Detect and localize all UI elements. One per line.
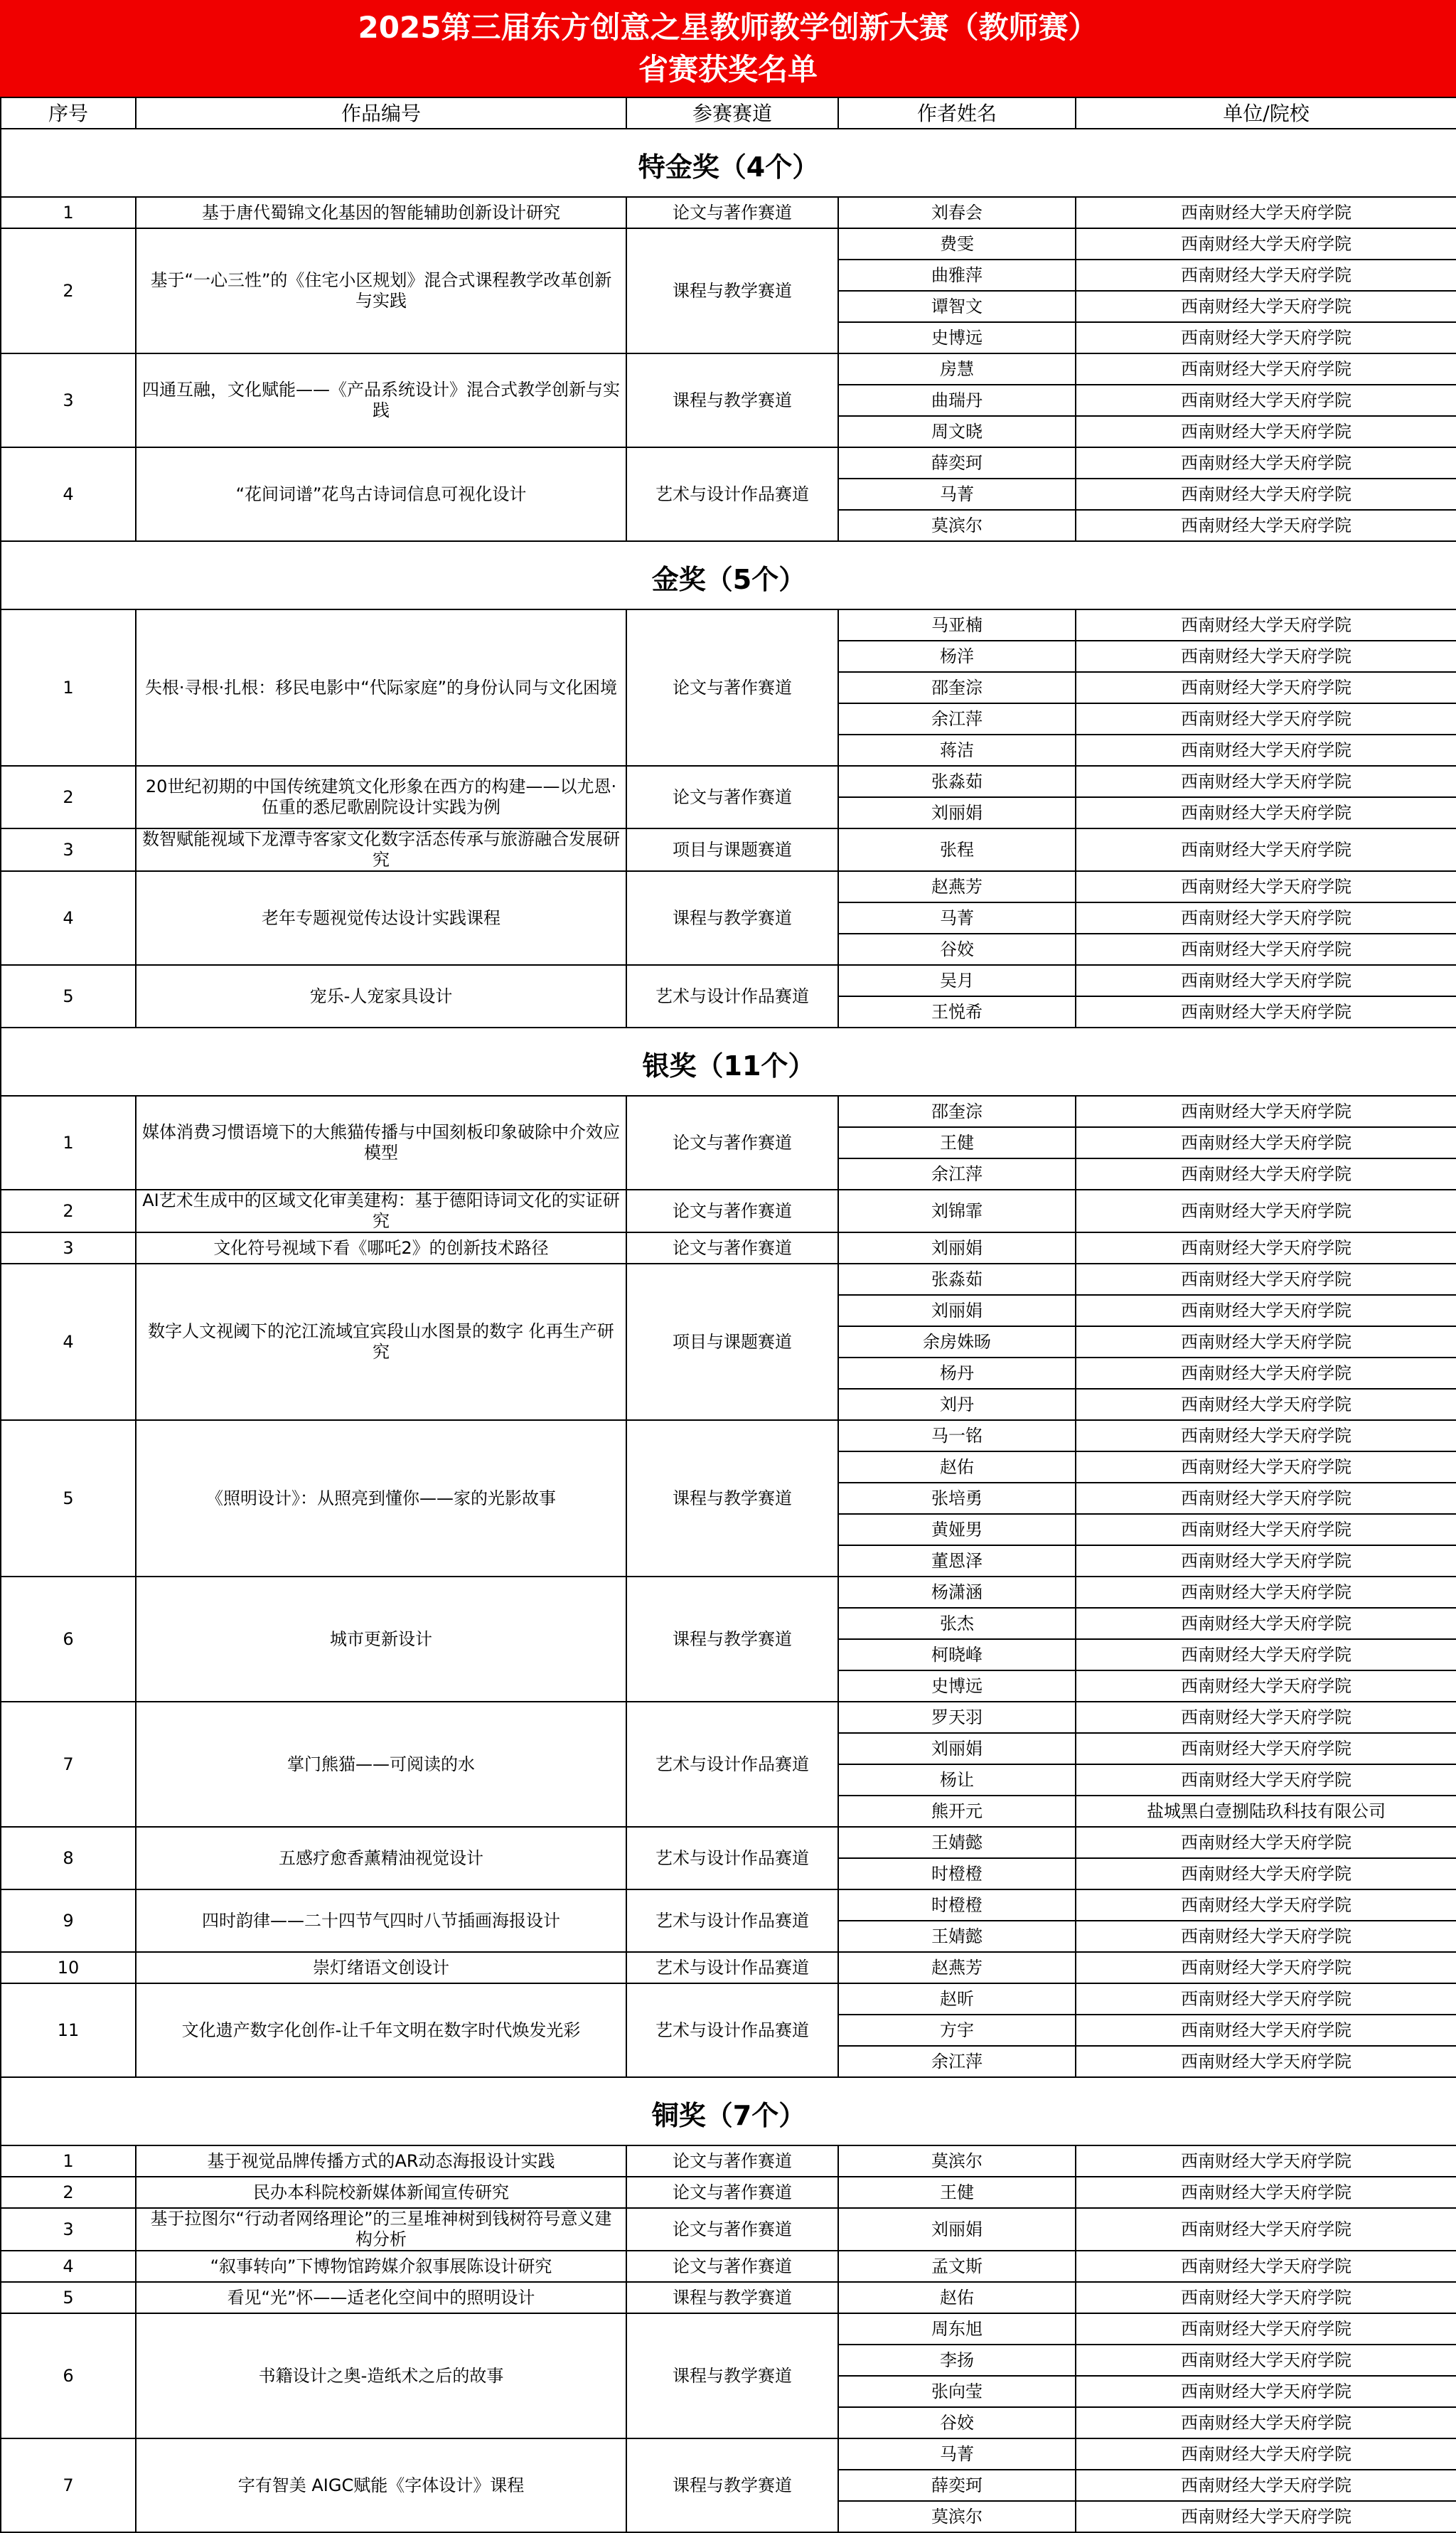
author-name: 赵燕芳 <box>838 1952 1076 1983</box>
author-name: 张培勇 <box>838 1483 1076 1514</box>
author-name: 时橙橙 <box>838 1889 1076 1921</box>
document-title: 2025第三届东方创意之星教师教学创新大赛（教师赛） <box>358 10 1098 45</box>
author-org: 西南财经大学天府学院 <box>1076 735 1456 766</box>
entry-number: 5 <box>1 2282 136 2313</box>
entry-title: 媒体消费习惯语境下的大熊猫传播与中国刻板印象破除中介效应模型 <box>136 1096 626 1190</box>
author-org: 西南财经大学天府学院 <box>1076 353 1456 385</box>
author-name: 时橙橙 <box>838 1858 1076 1889</box>
author-name: 房慧 <box>838 353 1076 385</box>
entry-number: 11 <box>1 1983 136 2077</box>
author-org: 西南财经大学天府学院 <box>1076 1952 1456 1983</box>
author-org: 西南财经大学天府学院 <box>1076 1232 1456 1264</box>
table-row <box>1 228 1456 260</box>
author-org: 西南财经大学天府学院 <box>1076 1158 1456 1190</box>
author-name: 杨让 <box>838 1764 1076 1796</box>
entry-number: 1 <box>1 1096 136 1190</box>
author-org: 西南财经大学天府学院 <box>1076 291 1456 322</box>
author-name: 柯晓峰 <box>838 1639 1076 1670</box>
author-org: 西南财经大学天府学院 <box>1076 385 1456 416</box>
entry-title: 老年专题视觉传达设计实践课程 <box>136 871 626 965</box>
author-org: 西南财经大学天府学院 <box>1076 672 1456 703</box>
author-org: 西南财经大学天府学院 <box>1076 1451 1456 1483</box>
header-org: 单位/院校 <box>1076 97 1456 129</box>
author-org: 西南财经大学天府学院 <box>1076 1670 1456 1702</box>
entry-title: 《照明设计》：从照亮到懂你——家的光影故事 <box>136 1420 626 1577</box>
author-name: 马亚楠 <box>838 609 1076 641</box>
entry-number: 2 <box>1 2177 136 2208</box>
author-org: 西南财经大学天府学院 <box>1076 1358 1456 1389</box>
entry-track: 论文与著作赛道 <box>626 609 838 766</box>
entry-number: 5 <box>1 965 136 1028</box>
header-author: 作者姓名 <box>838 97 1076 129</box>
entry-number: 7 <box>1 2438 136 2532</box>
entry-number: 4 <box>1 447 136 541</box>
entry-title: 数字人文视阈下的沱江流域宜宾段山水图景的数字 化再生产研究 <box>136 1264 626 1420</box>
author-name: 史博远 <box>838 1670 1076 1702</box>
author-name: 曲瑞丹 <box>838 385 1076 416</box>
entry-track: 艺术与设计作品赛道 <box>626 1952 838 1983</box>
table-row <box>1 447 1456 479</box>
entry-title: “叙事转向”下博物馆跨媒介叙事展陈设计研究 <box>136 2251 626 2282</box>
author-org: 西南财经大学天府学院 <box>1076 1483 1456 1514</box>
entry-number: 1 <box>1 609 136 766</box>
entry-number: 4 <box>1 1264 136 1420</box>
entry-number: 4 <box>1 871 136 965</box>
author-name: 董恩泽 <box>838 1545 1076 1577</box>
author-name: 李扬 <box>838 2345 1076 2376</box>
entry-number: 3 <box>1 1232 136 1264</box>
author-org: 西南财经大学天府学院 <box>1076 766 1456 797</box>
author-name: 黄娅男 <box>838 1514 1076 1545</box>
table-row <box>1 2313 1456 2345</box>
table-row <box>1 2438 1456 2470</box>
author-org: 西南财经大学天府学院 <box>1076 1190 1456 1232</box>
author-name: 赵燕芳 <box>838 871 1076 902</box>
author-org: 西南财经大学天府学院 <box>1076 2046 1456 2077</box>
entry-title: 文化符号视域下看《哪吒2》的创新技术路径 <box>136 1232 626 1264</box>
entry-title: 数智赋能视域下龙潭寺客家文化数字活态传承与旅游融合发展研究 <box>136 828 626 871</box>
table-row <box>1 1264 1456 1295</box>
author-name: 张程 <box>838 828 1076 871</box>
author-org: 西南财经大学天府学院 <box>1076 1764 1456 1796</box>
entry-number: 2 <box>1 766 136 828</box>
author-name: 王健 <box>838 1127 1076 1158</box>
author-name: 王婧懿 <box>838 1921 1076 1952</box>
author-name: 张淼茹 <box>838 1264 1076 1295</box>
header-track: 参赛赛道 <box>626 97 838 129</box>
author-org: 西南财经大学天府学院 <box>1076 2177 1456 2208</box>
author-org: 盐城黑白壹捌陆玖科技有限公司 <box>1076 1796 1456 1827</box>
author-org: 西南财经大学天府学院 <box>1076 2376 1456 2407</box>
table-row <box>1 1420 1456 1451</box>
entry-title: 字有智美 AIGC赋能《字体设计》课程 <box>136 2438 626 2532</box>
author-name: 罗天羽 <box>838 1702 1076 1733</box>
table-row <box>1 1577 1456 1608</box>
entry-number: 4 <box>1 2251 136 2282</box>
author-name: 马一铭 <box>838 1420 1076 1451</box>
entry-track: 论文与著作赛道 <box>626 2145 838 2177</box>
author-org: 西南财经大学天府学院 <box>1076 1639 1456 1670</box>
author-name: 马菁 <box>838 479 1076 510</box>
section-heading-row <box>1 2077 1456 2145</box>
table-row <box>1 2177 1456 2208</box>
author-org: 西南财经大学天府学院 <box>1076 934 1456 965</box>
entry-number: 3 <box>1 2208 136 2251</box>
author-org: 西南财经大学天府学院 <box>1076 703 1456 735</box>
table-row <box>1 871 1456 902</box>
entry-track: 论文与著作赛道 <box>626 1096 838 1190</box>
table-row <box>1 1889 1456 1921</box>
author-org: 西南财经大学天府学院 <box>1076 510 1456 541</box>
author-org: 西南财经大学天府学院 <box>1076 197 1456 228</box>
entry-number: 9 <box>1 1889 136 1952</box>
author-org: 西南财经大学天府学院 <box>1076 1326 1456 1358</box>
author-org: 西南财经大学天府学院 <box>1076 1545 1456 1577</box>
entry-track: 课程与教学赛道 <box>626 2438 838 2532</box>
author-org: 西南财经大学天府学院 <box>1076 1389 1456 1420</box>
entry-title: 20世纪初期的中国传统建筑文化形象在西方的构建——以尤恩·伍重的悉尼歌剧院设计实践为例 <box>136 766 626 828</box>
author-org: 西南财经大学天府学院 <box>1076 2282 1456 2313</box>
author-org: 西南财经大学天府学院 <box>1076 965 1456 996</box>
author-org: 西南财经大学天府学院 <box>1076 228 1456 260</box>
author-org: 西南财经大学天府学院 <box>1076 1921 1456 1952</box>
table-row <box>1 2145 1456 2177</box>
entry-track: 艺术与设计作品赛道 <box>626 1983 838 2077</box>
author-org: 西南财经大学天府学院 <box>1076 2145 1456 2177</box>
table-header-row <box>1 97 1456 129</box>
table-row <box>1 2282 1456 2313</box>
table-row <box>1 353 1456 385</box>
author-name: 莫滨尔 <box>838 2501 1076 2532</box>
author-name: 刘丹 <box>838 1389 1076 1420</box>
entry-title: 四通互融，文化赋能——《产品系统设计》混合式教学创新与实践 <box>136 353 626 447</box>
author-org: 西南财经大学天府学院 <box>1076 1264 1456 1295</box>
entry-track: 课程与教学赛道 <box>626 353 838 447</box>
author-name: 杨潇涵 <box>838 1577 1076 1608</box>
table-row <box>1 1952 1456 1983</box>
table-row <box>1 1232 1456 1264</box>
entry-number: 6 <box>1 2313 136 2438</box>
entry-title: 基于唐代蜀锦文化基因的智能辅助创新设计研究 <box>136 197 626 228</box>
author-name: 蒋洁 <box>838 735 1076 766</box>
header-no: 序号 <box>1 97 136 129</box>
author-name: 张淼茹 <box>838 766 1076 797</box>
entry-number: 3 <box>1 353 136 447</box>
entry-number: 1 <box>1 2145 136 2177</box>
entry-track: 论文与著作赛道 <box>626 2251 838 2282</box>
author-name: 周文晓 <box>838 416 1076 447</box>
author-name: 刘丽娟 <box>838 1232 1076 1264</box>
entry-number: 3 <box>1 828 136 871</box>
entry-track: 艺术与设计作品赛道 <box>626 965 838 1028</box>
entry-title: 基于“一心三性”的《住宅小区规划》混合式课程教学改革创新与实践 <box>136 228 626 353</box>
author-org: 西南财经大学天府学院 <box>1076 2470 1456 2501</box>
entry-title: 崇灯绪语文创设计 <box>136 1952 626 1983</box>
author-org: 西南财经大学天府学院 <box>1076 1889 1456 1921</box>
author-name: 谷姣 <box>838 934 1076 965</box>
table-row <box>1 965 1456 996</box>
author-org: 西南财经大学天府学院 <box>1076 609 1456 641</box>
author-org: 西南财经大学天府学院 <box>1076 797 1456 828</box>
author-org: 西南财经大学天府学院 <box>1076 1096 1456 1127</box>
table-row <box>1 766 1456 797</box>
author-org: 西南财经大学天府学院 <box>1076 1983 1456 2015</box>
author-name: 莫滨尔 <box>838 510 1076 541</box>
author-org: 西南财经大学天府学院 <box>1076 1702 1456 1733</box>
document-subtitle: 省赛获奖名单 <box>638 52 818 87</box>
table-row <box>1 2251 1456 2282</box>
entry-track: 课程与教学赛道 <box>626 1420 838 1577</box>
author-name: 莫滨尔 <box>838 2145 1076 2177</box>
header-work-id: 作品编号 <box>136 97 626 129</box>
author-name: 刘丽娟 <box>838 2208 1076 2251</box>
author-name: 薛奕珂 <box>838 2470 1076 2501</box>
entry-title: 基于视觉品牌传播方式的AR动态海报设计实践 <box>136 2145 626 2177</box>
author-org: 西南财经大学天府学院 <box>1076 2345 1456 2376</box>
author-org: 西南财经大学天府学院 <box>1076 1577 1456 1608</box>
entry-track: 课程与教学赛道 <box>626 871 838 965</box>
author-name: 赵佑 <box>838 2282 1076 2313</box>
entry-track: 论文与著作赛道 <box>626 2177 838 2208</box>
author-name: 吴月 <box>838 965 1076 996</box>
entry-track: 艺术与设计作品赛道 <box>626 1827 838 1889</box>
section-heading-row <box>1 129 1456 197</box>
author-name: 王悦希 <box>838 996 1076 1028</box>
entry-track: 课程与教学赛道 <box>626 1577 838 1702</box>
author-org: 西南财经大学天府学院 <box>1076 2015 1456 2046</box>
author-org: 西南财经大学天府学院 <box>1076 1514 1456 1545</box>
section-heading: 铜奖（7个） <box>1 2077 1456 2145</box>
table-row <box>1 828 1456 871</box>
author-org: 西南财经大学天府学院 <box>1076 1858 1456 1889</box>
author-name: 余房姝旸 <box>838 1326 1076 1358</box>
author-name: 邵奎淙 <box>838 672 1076 703</box>
author-name: 方宇 <box>838 2015 1076 2046</box>
table-row <box>1 1702 1456 1733</box>
entry-title: 失根·寻根·扎根：移民电影中“代际家庭”的身份认同与文化困境 <box>136 609 626 766</box>
author-name: 杨丹 <box>838 1358 1076 1389</box>
entry-number: 1 <box>1 197 136 228</box>
section-heading-row <box>1 541 1456 609</box>
entry-track: 项目与课题赛道 <box>626 1264 838 1420</box>
author-name: 王婧懿 <box>838 1827 1076 1858</box>
author-name: 杨洋 <box>838 641 1076 672</box>
entry-track: 课程与教学赛道 <box>626 2282 838 2313</box>
entry-track: 论文与著作赛道 <box>626 197 838 228</box>
author-name: 余江萍 <box>838 2046 1076 2077</box>
author-name: 马菁 <box>838 2438 1076 2470</box>
entry-title: 四时韵律——二十四节气四时八节插画海报设计 <box>136 1889 626 1952</box>
entry-title: AI艺术生成中的区域文化审美建构：基于德阳诗词文化的实证研究 <box>136 1190 626 1232</box>
author-org: 西南财经大学天府学院 <box>1076 2208 1456 2251</box>
entry-number: 2 <box>1 228 136 353</box>
entry-track: 艺术与设计作品赛道 <box>626 1702 838 1827</box>
author-name: 刘春会 <box>838 197 1076 228</box>
author-name: 刘丽娟 <box>838 797 1076 828</box>
table-row <box>1 2208 1456 2251</box>
author-name: 邵奎淙 <box>838 1096 1076 1127</box>
entry-track: 论文与著作赛道 <box>626 1190 838 1232</box>
author-org: 西南财经大学天府学院 <box>1076 260 1456 291</box>
author-name: 刘锦霏 <box>838 1190 1076 1232</box>
entry-track: 课程与教学赛道 <box>626 2313 838 2438</box>
entry-track: 课程与教学赛道 <box>626 228 838 353</box>
author-org: 西南财经大学天府学院 <box>1076 2438 1456 2470</box>
entry-number: 7 <box>1 1702 136 1827</box>
author-name: 费雯 <box>838 228 1076 260</box>
author-name: 谭智文 <box>838 291 1076 322</box>
author-name: 谷姣 <box>838 2407 1076 2438</box>
table-row <box>1 1827 1456 1858</box>
entry-number: 8 <box>1 1827 136 1889</box>
author-name: 赵昕 <box>838 1983 1076 2015</box>
author-org: 西南财经大学天府学院 <box>1076 1127 1456 1158</box>
author-org: 西南财经大学天府学院 <box>1076 1733 1456 1764</box>
entry-title: 民办本科院校新媒体新闻宣传研究 <box>136 2177 626 2208</box>
author-name: 赵佑 <box>838 1451 1076 1483</box>
author-name: 余江萍 <box>838 1158 1076 1190</box>
author-name: 曲雅萍 <box>838 260 1076 291</box>
entry-title: 五感疗愈香薰精油视觉设计 <box>136 1827 626 1889</box>
author-org: 西南财经大学天府学院 <box>1076 2251 1456 2282</box>
author-name: 薛奕珂 <box>838 447 1076 479</box>
section-heading: 银奖（11个） <box>1 1028 1456 1096</box>
author-org: 西南财经大学天府学院 <box>1076 322 1456 353</box>
entry-title: 城市更新设计 <box>136 1577 626 1702</box>
entry-number: 6 <box>1 1577 136 1702</box>
author-org: 西南财经大学天府学院 <box>1076 1420 1456 1451</box>
author-org: 西南财经大学天府学院 <box>1076 641 1456 672</box>
author-name: 熊开元 <box>838 1796 1076 1827</box>
author-name: 张向莹 <box>838 2376 1076 2407</box>
author-org: 西南财经大学天府学院 <box>1076 1295 1456 1326</box>
table-row <box>1 1096 1456 1127</box>
entry-track: 艺术与设计作品赛道 <box>626 1889 838 1952</box>
table-row <box>1 1190 1456 1232</box>
author-org: 西南财经大学天府学院 <box>1076 2501 1456 2532</box>
entry-title: 看见“光”怀——适老化空间中的照明设计 <box>136 2282 626 2313</box>
author-name: 余江萍 <box>838 703 1076 735</box>
table-row <box>1 1983 1456 2015</box>
entry-track: 论文与著作赛道 <box>626 766 838 828</box>
author-org: 西南财经大学天府学院 <box>1076 828 1456 871</box>
author-name: 刘丽娟 <box>838 1733 1076 1764</box>
section-heading-row <box>1 1028 1456 1096</box>
entry-title: 书籍设计之奥-造纸术之后的故事 <box>136 2313 626 2438</box>
section-heading: 金奖（5个） <box>1 541 1456 609</box>
entry-title: 宠乐-人宠家具设计 <box>136 965 626 1028</box>
entry-number: 2 <box>1 1190 136 1232</box>
table-row <box>1 609 1456 641</box>
author-org: 西南财经大学天府学院 <box>1076 902 1456 934</box>
author-name: 张杰 <box>838 1608 1076 1639</box>
entry-track: 论文与著作赛道 <box>626 1232 838 1264</box>
author-org: 西南财经大学天府学院 <box>1076 479 1456 510</box>
author-name: 王健 <box>838 2177 1076 2208</box>
entry-track: 论文与著作赛道 <box>626 2208 838 2251</box>
table-row <box>1 197 1456 228</box>
entry-track: 艺术与设计作品赛道 <box>626 447 838 541</box>
author-org: 西南财经大学天府学院 <box>1076 996 1456 1028</box>
author-org: 西南财经大学天府学院 <box>1076 871 1456 902</box>
author-org: 西南财经大学天府学院 <box>1076 416 1456 447</box>
entry-track: 项目与课题赛道 <box>626 828 838 871</box>
entry-number: 10 <box>1 1952 136 1983</box>
awards-table <box>0 97 1456 2533</box>
entry-title: 文化遗产数字化创作-让千年文明在数字时代焕发光彩 <box>136 1983 626 2077</box>
entry-number: 5 <box>1 1420 136 1577</box>
entry-title: 基于拉图尔“行动者网络理论”的三星堆神树到钱树符号意义建构分析 <box>136 2208 626 2251</box>
section-heading: 特金奖（4个） <box>1 129 1456 197</box>
document-header <box>0 0 1456 97</box>
author-org: 西南财经大学天府学院 <box>1076 447 1456 479</box>
author-name: 马菁 <box>838 902 1076 934</box>
author-org: 西南财经大学天府学院 <box>1076 2407 1456 2438</box>
author-org: 西南财经大学天府学院 <box>1076 1827 1456 1858</box>
author-name: 孟文斯 <box>838 2251 1076 2282</box>
author-name: 周东旭 <box>838 2313 1076 2345</box>
author-org: 西南财经大学天府学院 <box>1076 1608 1456 1639</box>
author-name: 刘丽娟 <box>838 1295 1076 1326</box>
author-org: 西南财经大学天府学院 <box>1076 2313 1456 2345</box>
entry-title: 掌门熊猫——可阅读的水 <box>136 1702 626 1827</box>
entry-title: “花间词谱”花鸟古诗词信息可视化设计 <box>136 447 626 541</box>
author-name: 史博远 <box>838 322 1076 353</box>
